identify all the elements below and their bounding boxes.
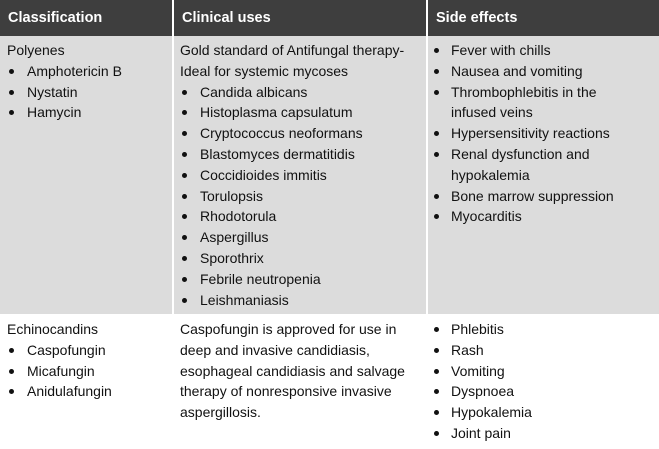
- text-line: deep and invasive candidiasis,: [180, 341, 370, 358]
- list-item: Bone marrow suppression: [431, 186, 657, 207]
- class-title: Polyenes: [7, 42, 65, 58]
- list-item: Myocarditis: [431, 206, 657, 227]
- cell-clinical-uses-polyenes: [180, 40, 424, 310]
- cell-classification-echinocandins: [7, 319, 170, 402]
- list-item: Blastomyces dermatitidis: [180, 144, 424, 165]
- class-title: Echinocandins: [7, 321, 99, 337]
- text-line: aspergillosis.: [180, 404, 261, 421]
- list-item: Nystatin: [7, 82, 170, 103]
- list-item: Fever with chills: [431, 40, 657, 61]
- list-item: Hypersensitivity reactions: [431, 123, 657, 144]
- table-header: [0, 0, 659, 36]
- drug-list: [7, 61, 170, 123]
- header-classification: Classification: [8, 10, 103, 26]
- intro-line: Gold standard of Antifungal therapy-: [180, 42, 405, 58]
- header-side-effects: Side effects: [436, 10, 518, 26]
- list-item: Aspergillus: [180, 227, 424, 248]
- list-item: Caspofungin: [7, 340, 170, 361]
- list-item: Febrile neutropenia: [180, 269, 424, 290]
- list-item: Phlebitis: [431, 319, 657, 340]
- indication-list: [180, 82, 424, 311]
- list-item: Candida albicans: [180, 82, 424, 103]
- list-item: Joint pain: [431, 423, 657, 444]
- list-item: Dyspnoea: [431, 381, 657, 402]
- list-item: Rhodotorula: [180, 206, 424, 227]
- intro-line: Ideal for systemic mycoses: [180, 62, 349, 79]
- text-line: Caspofungin is approved for use in: [180, 321, 397, 337]
- list-item: Micafungin: [7, 361, 170, 382]
- list-item: Vomiting: [431, 361, 657, 382]
- list-item: Anidulafungin: [7, 381, 170, 402]
- list-item: Coccidioides immitis: [180, 165, 424, 186]
- list-item: Amphotericin B: [7, 61, 170, 82]
- list-item: Hypokalemia: [431, 402, 657, 423]
- text-line: esophageal candidiasis and salvage: [180, 362, 405, 379]
- list-item: Leishmaniasis: [180, 290, 424, 311]
- cell-clinical-uses-echinocandins: [180, 319, 424, 423]
- cell-classification-polyenes: [7, 40, 170, 123]
- drug-list: [7, 340, 170, 402]
- list-item: Renal dysfunction and hypokalemia: [431, 144, 657, 186]
- list-item: Histoplasma capsulatum: [180, 102, 424, 123]
- cell-side-effects-echinocandins: [431, 319, 657, 444]
- column-divider: [172, 36, 174, 314]
- list-item: Nausea and vomiting: [431, 61, 657, 82]
- list-item: Sporothrix: [180, 248, 424, 269]
- cell-side-effects-polyenes: [431, 40, 657, 227]
- list-item: Thrombophlebitis in the infused veins: [431, 82, 657, 124]
- header-clinical-uses: Clinical uses: [182, 10, 271, 26]
- list-item: Cryptococcus neoformans: [180, 123, 424, 144]
- column-divider: [426, 36, 428, 314]
- text-line: therapy of nonresponsive invasive: [180, 383, 392, 400]
- side-effect-list: [431, 40, 657, 227]
- list-item: Rash: [431, 340, 657, 361]
- side-effect-list: [431, 319, 657, 444]
- list-item: Hamycin: [7, 102, 170, 123]
- list-item: Torulopsis: [180, 186, 424, 207]
